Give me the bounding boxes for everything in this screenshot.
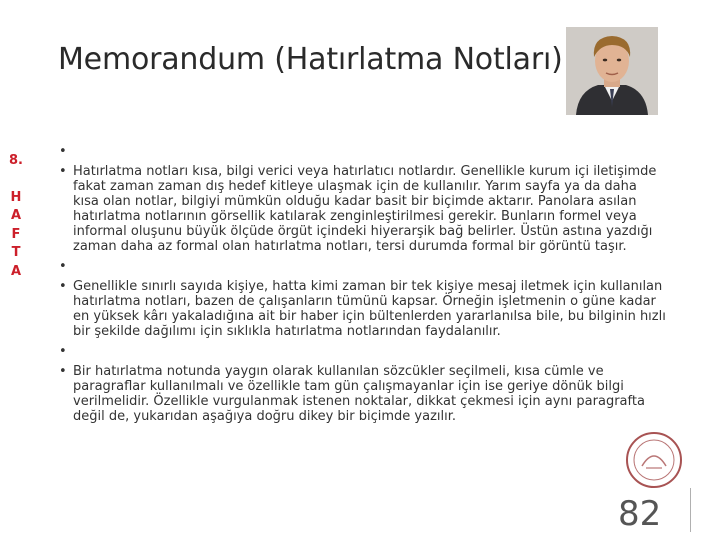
slide-title: Memorandum (Hatırlatma Notları) <box>58 42 563 77</box>
seal-icon <box>624 430 684 490</box>
sidebar-letter: F <box>11 226 21 242</box>
bullet-item: • Bir hatırlatma notunda yaygın olarak kullanılan sözcükler seçilmeli, kısa cümle ve paragraflar kullanılmalı ve özellikle tam gün çalışmayanlar için ise geriye dönük bilgi verilmelidir. Özellikle vurgulanmak istenen noktalar, dikkat çekmesi için aynı paragrafta değil de, yukarıdan aşağıya doğru dikey bir biçimde yazılır. <box>56 364 666 424</box>
sidebar-letter: A <box>10 208 22 223</box>
sidebar-letter: T <box>11 245 21 260</box>
bullet-item: • Hatırlatma notları kısa, bilgi verici veya hatırlatıcı notlardır. Genellikle kurum içi iletişimde fakat zaman zaman dış hedef kitleye ulaşmak için de kullanılır. Yarım sayfa ya da daha kısa olan notlar, bilgiyi mümkün olduğu kadar basit bir biçimde aktarır. Panolara asılan hatırlatma notlarının görsellik katılarak zenginleştirilmesi gerekir. Bunların formel veya informal oluşunu büyük ölçüde örgüt içindeki hiyerarşik bağ belirler. Üstün astına yazdığı zaman daha az formal olan hatırlatma notları, tersi durumda formal bir görüntü taşır. <box>56 164 666 254</box>
bullet-item-empty <box>56 344 666 359</box>
presenter-photo <box>566 27 658 115</box>
bullet-item-empty <box>56 259 666 274</box>
sidebar-week-label <box>6 152 26 281</box>
footer-divider <box>690 488 691 532</box>
week-number: 8. <box>9 153 23 168</box>
portrait-icon <box>566 27 658 115</box>
page-number: 82 <box>618 494 662 534</box>
bullet-item-empty <box>56 144 666 159</box>
sidebar-letter: A <box>10 263 22 279</box>
bullet-list <box>56 144 666 429</box>
sidebar-letter: H <box>10 189 22 205</box>
bullet-item: • Genellikle sınırlı sayıda kişiye, hatta kimi zaman bir tek kişiye mesaj iletmek için kullanılan hatırlatma notları, bazen de çalışanların tümünü kapsar. Örneğin işletmenin o güne kadar en yüksek kârı yakaladığına ait bir haber için bültenlerden yararlanılsa bile, bu bilginin hızlı bir şekilde dağılımı için sıklıkla hatırlatma notlarından faydalanılır. <box>56 279 666 339</box>
